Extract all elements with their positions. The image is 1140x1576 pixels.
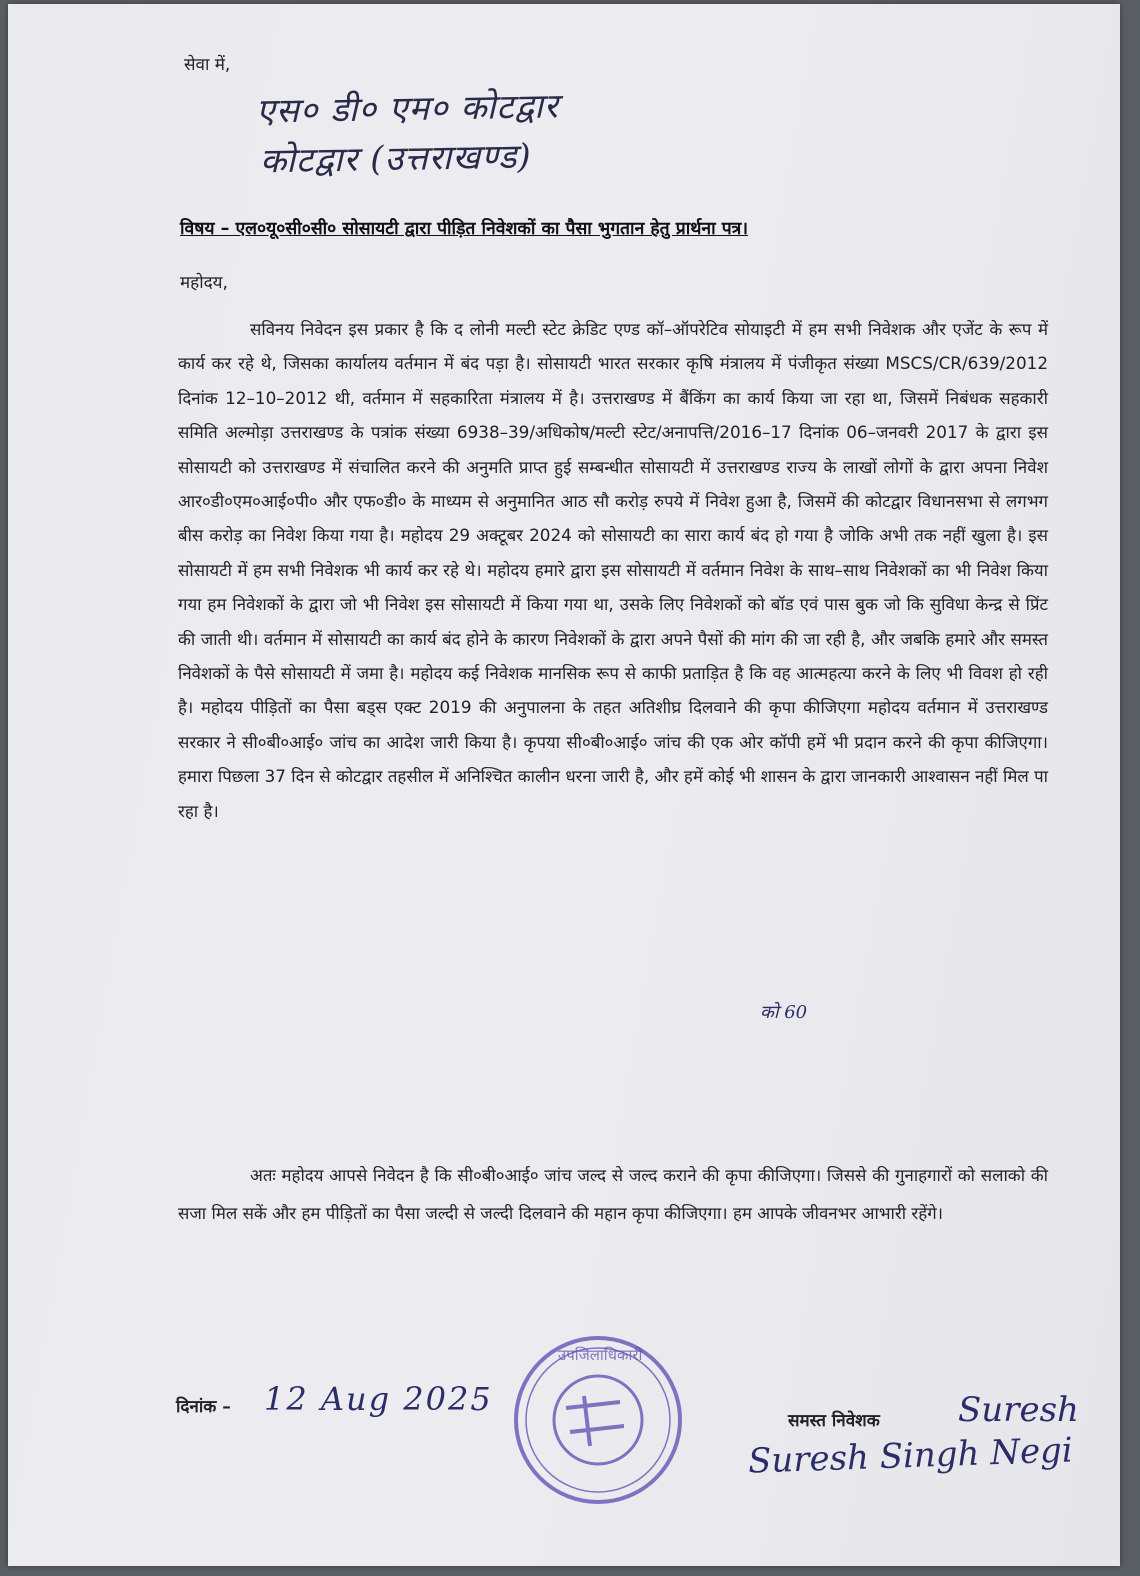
signature-initials: Suresh [958, 1390, 1079, 1430]
letter-page [8, 4, 1120, 1566]
stamp-seal-icon [500, 1322, 700, 1512]
signature-name: Suresh Singh Negi [747, 1430, 1074, 1482]
stamp-text: उपजिलाधिकारी [558, 1346, 643, 1364]
subject-line: विषय – एल०यू०सी०सी० सोसायटी द्वारा पीड़ित निवेशकों का पैसा भुगतान हेतु प्रार्थना पत्र। [180, 219, 748, 239]
handwritten-annotation: को 60 [760, 1002, 808, 1023]
salutation: सेवा में, [184, 55, 231, 75]
body-paragraph-2: अतः महोदय आपसे निवेदन है कि सी०बी०आई० जांच जल्द से जल्द कराने की कृपा कीजिएगा। जिससे की गुनाहगारों को सलाको की सजा मिल सकें और हम पीड़ितों का पैसा जल्दी से जल्दी दिलवाने की महान कृपा कीजिएगा। हम आपके जीवनभर आभारी रहेंगे। [178, 1165, 1048, 1223]
official-stamp [500, 1322, 700, 1512]
handwritten-date: 12 Aug 2025 [264, 1380, 493, 1418]
signatory-label: समस्त निवेशक [788, 1411, 880, 1431]
greeting: महोदय, [180, 273, 228, 293]
handwritten-recipient-line2: कोटद्वार (उत्तराखण्ड) [259, 136, 533, 182]
date-label: दिनांक – [176, 1397, 231, 1417]
handwritten-recipient-line1: एस० डी० एम० कोटद्वार [255, 86, 560, 132]
body-paragraph-1: सविनय निवेदन इस प्रकार है कि द लोनी मल्टी स्टेट क्रेडिट एण्ड कॉ–ऑपरेटिव सोयाइटी में हम सभी निवेशक और एजेंट के रूप में कार्य कर रहे थे, जिसका कार्यालय वर्तमान में बंद पड़ा है। सोसायटी भारत सरकार कृषि मंत्रालय में पंजीकृत संख्या MSCS/CR/639/2012 दिनांक 12–10–2012 थी, वर्तमान में सहकारिता मंत्रालय में है। उत्तराखण्ड में बैंकिंग का कार्य किया जा रहा था, जिसमें निबंधक सहकारी समिति अल्मोड़ा उत्तराखण्ड के पत्रांक संख्या 6938–39/अधिकोष/मल्टी स्टेट/अनापत्ति/2016–17 दिनांक 06–जनवरी 2017 के द्वारा इस सोसायटी को उत्तराखण्ड में संचालित करने की अनुमति प्राप्त हुई सम्बन्धीत सोसायटी में उत्तराखण्ड राज्य के लाखों लोगों के द्वारा अपना निवेश आर०डी०एम०आई०पी० और एफ०डी० के माध्यम से अनुमानित आठ सौ करोड़ रुपये में निवेश हुआ है, जिसमें की कोटद्वार विधानसभा से लगभग बीस करोड़ का निवेश किया गया है। महोदय 29 अक्टूबर 2024 को सोसायटी का सारा कार्य बंद हो गया है जोकि अभी तक नहीं खुला है। इस सोसायटी में हम सभी निवेशक भी कार्य कर रहे थे। महोदय हमारे द्वारा इस सोसायटी में वर्तमान निवेश के साथ–साथ निवेशकों का भी निवेश किया गया हम निवेशकों के द्वारा जो भी निवेश इस सोसायटी में किया गया था, उसके लिए निवेशकों को बॉड एवं पास बुक जो कि सुविधा केन्द्र से प्रिंट की जाती थी। वर्तमान में सोसायटी का कार्य बंद होने के कारण निवेशकों के द्वारा अपने पैसों की मांग की जा रही है, और जबकि हमारे और समस्त निवेशकों के पैसे सोसायटी में जमा है। महोदय कई निवेशक मानसिक रूप से काफी प्रताड़ित है कि वह आत्महत्या करने के लिए भी विवश हो रही है। महोदय पीड़ितों का पैसा बड्स एक्ट 2019 की अनुपालना के तहत अतिशीघ्र दिलवाने की कृपा कीजिएगा महोदय वर्तमान में उत्तराखण्ड सरकार ने सी०बी०आई० जांच का आदेश जारी किया है। कृपया सी०बी०आई० जांच की एक ओर कॉपी हमें भी प्रदान करने की कृपा कीजिएगा। हमारा पिछला 37 दिन से कोटद्वार तहसील में अनिश्चित कालीन धरना जारी है, और हमें कोई भी शासन के द्वारा जानकारी आश्वासन नहीं मिल पा रहा है। [178, 319, 1048, 821]
